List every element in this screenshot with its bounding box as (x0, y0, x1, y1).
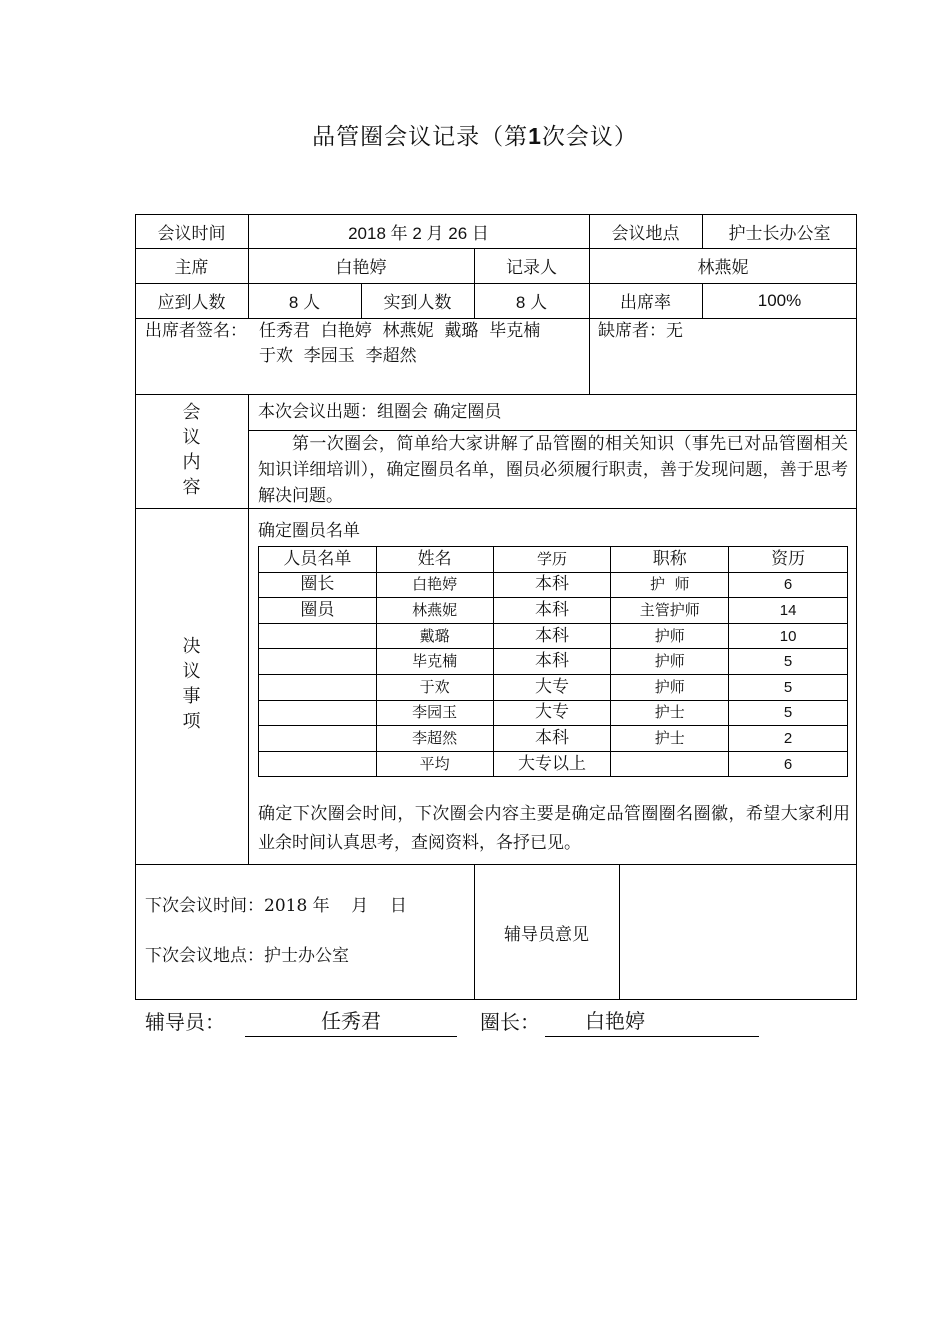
education-cell: 本科 (493, 572, 611, 598)
name-cell: 林燕妮 (376, 598, 493, 624)
chair-label: 主席 (174, 258, 209, 278)
education-cell: 本科 (493, 726, 611, 752)
table-row (259, 726, 848, 752)
name-cell: 于欢 (376, 674, 493, 700)
actual-count-value: 8 人 (515, 293, 548, 312)
role-cell (259, 649, 377, 675)
role-cell: 圈长 (259, 572, 377, 598)
leader-signature-line (545, 1036, 759, 1037)
resolution-note: 确定下次圈会时间，下次圈会内容主要是确定品管圈圈名圈徽，希望大家利用业余时间认真思考，查阅资料，各抒已见。 (258, 804, 850, 853)
absent-note: 缺席者：无 (598, 321, 683, 341)
table-row (259, 572, 848, 598)
title-cell: 护师 (611, 674, 729, 700)
meeting-topic: 本次会议出题：组圈会 确定圈员 (258, 402, 502, 422)
role-cell (259, 751, 377, 777)
name-cell: 白艳婷 (376, 572, 493, 598)
education-cell: 本科 (493, 649, 611, 675)
resolution-label: 决 议 事 项 (182, 636, 201, 732)
seniority-cell: 5 (729, 700, 848, 726)
advisor-signature-name: 任秀君 (321, 1009, 381, 1033)
recorder-label: 记录人 (506, 258, 557, 278)
name-cell: 毕克楠 (376, 649, 493, 675)
table-row (259, 649, 848, 675)
meeting-place-label: 会议地点 (611, 223, 680, 244)
page-title: 品管圈会议记录（第1次会议） (312, 123, 638, 150)
seniority-cell: 5 (729, 674, 848, 700)
chair-value: 白艳婷 (335, 258, 387, 278)
role-cell (259, 700, 377, 726)
meeting-time-label: 会议时间 (157, 223, 226, 244)
table-row (259, 674, 848, 700)
table-row (259, 751, 848, 777)
name-cell: 戴璐 (376, 623, 493, 649)
meeting-time-value: 2018 年 2 月 26 日 (348, 223, 489, 243)
member-table-header (259, 547, 848, 573)
actual-count-label: 实到人数 (383, 293, 452, 313)
advisor-signature-line (245, 1036, 457, 1037)
next-meeting-time: 下次会议时间：2018 年 月 日 (145, 896, 407, 916)
leader-signature-name: 白艳婷 (585, 1009, 645, 1033)
advisor-opinion-label: 辅导员意见 (504, 924, 589, 945)
column-header: 姓名 (376, 547, 493, 573)
expected-count-value: 8 人 (288, 293, 321, 312)
title-cell: 护师 (611, 649, 729, 675)
education-cell: 大专 (493, 700, 611, 726)
seniority-cell: 10 (729, 623, 848, 649)
leader-signature-label: 圈长： (480, 1010, 540, 1034)
column-header: 学历 (493, 547, 611, 573)
advisor-signature-label: 辅导员： (145, 1010, 225, 1034)
role-cell (259, 726, 377, 752)
role-cell (259, 623, 377, 649)
education-cell: 本科 (493, 623, 611, 649)
table-row (259, 623, 848, 649)
seniority-cell: 6 (729, 572, 848, 598)
name-cell: 平均 (376, 751, 493, 777)
role-cell (259, 674, 377, 700)
member-table (258, 546, 848, 777)
title-cell (611, 751, 729, 777)
education-cell: 本科 (493, 598, 611, 624)
title-cell: 护师 (611, 623, 729, 649)
signed-names-line1: 任秀君 白艳婷 林燕妮 戴璐 毕克楠 (259, 321, 541, 341)
attendance-rate-label: 出席率 (620, 293, 671, 313)
table-row (259, 700, 848, 726)
advisor-opinion-field (620, 865, 856, 999)
table-row (259, 598, 848, 624)
member-list-title: 确定圈员名单 (258, 521, 360, 541)
education-cell: 大专以上 (493, 751, 611, 777)
name-cell: 李园玉 (376, 700, 493, 726)
title-cell: 护士 (611, 726, 729, 752)
name-cell: 李超然 (376, 726, 493, 752)
column-header: 资历 (729, 547, 848, 573)
recorder-value: 林燕妮 (697, 258, 749, 278)
col-divider (248, 394, 249, 864)
title-cell: 护士 (611, 700, 729, 726)
content-label: 会 议 内 容 (182, 402, 201, 498)
signed-label: 出席者签名： (145, 321, 247, 341)
education-cell: 大专 (493, 674, 611, 700)
meeting-summary: 第一次圈会，简单给大家讲解了品管圈的相关知识（事先已对品管圈相关知识详细培训），确定圈员名单，圈员必须履行职责，善于发现问题，善于思考解决问题。 (258, 434, 848, 506)
seniority-cell: 5 (729, 649, 848, 675)
seniority-cell: 2 (729, 726, 848, 752)
signed-names-line2: 于欢 李园玉 李超然 (259, 346, 417, 366)
title-cell: 护 师 (611, 572, 729, 598)
expected-count-label: 应到人数 (157, 293, 226, 313)
seniority-cell: 14 (729, 598, 848, 624)
meeting-place-value: 护士长办公室 (728, 223, 831, 244)
column-header: 职称 (611, 547, 729, 573)
role-cell: 圈员 (259, 598, 377, 624)
row-divider (135, 394, 857, 395)
seniority-cell: 6 (729, 751, 848, 777)
title-cell: 主管护师 (611, 598, 729, 624)
attendance-rate-value: 100% (757, 290, 802, 310)
column-header: 人员名单 (259, 547, 377, 573)
next-meeting-place: 下次会议地点：护士办公室 (145, 946, 349, 966)
